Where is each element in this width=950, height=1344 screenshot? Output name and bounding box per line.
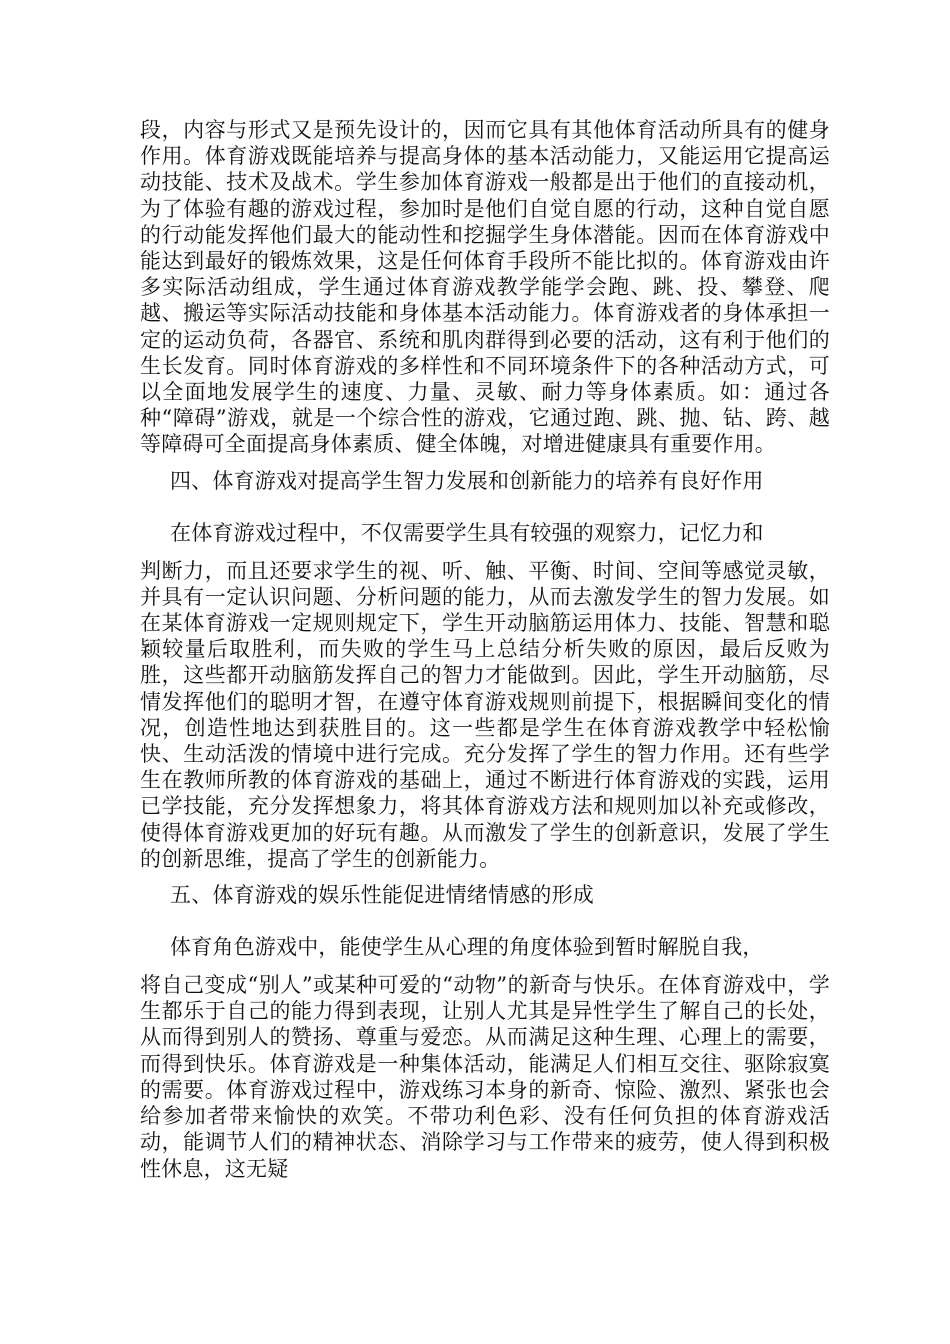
section-5-body: 将自己变成“别人”或某种可爱的“动物”的新奇与快乐。在体育游戏中，学生都乐于自己的能力得到表现，让别人尤其是异性学生了解自己的长处，从而得到别人的赞扬、尊重与爱恋。从而满足这种生理、心理上的需要，而得到快乐。体育游戏是一种集体活动，能满足人们相互交往、驱除寂寞的需要。体育游戏过程中，游戏练习本身的新奇、惊险、激烈、紧张也会给参加者带来愉快的欢笑。不带功利色彩、没有任何负担的体育游戏活动，能调节人们的精神状态、消除学习与工作带来的疲劳，使人得到积极性休息，这无疑 [140, 973, 830, 1181]
section-heading-4: 四、体育游戏对提高学生智力发展和创新能力的培养有良好作用 [170, 468, 764, 493]
section-heading-5: 五、体育游戏的娱乐性能促进情绪情感的形成 [170, 883, 594, 908]
section-5-lead-line: 体育角色游戏中，能使学生从心理的角度体验到暂时解脱自我， [170, 935, 764, 960]
section-4-lead-line: 在体育游戏过程中，不仅需要学生具有较强的观察力，记忆力和 [170, 520, 764, 545]
section-4-body: 判断力，而且还要求学生的视、听、触、平衡、时间、空间等感觉灵敏，并具有一定认识问题、分析问题的能力，从而去激发学生的智力发展。如在某体育游戏一定规则规定下，学生开动脑筋运用体力、技能、智慧和聪颖较量后取胜利，而失败的学生马上总结分析失败的原因，最后反败为胜，这些都开动脑筋发挥自己的智力才能做到。因此，学生开动脑筋，尽情发挥他们的聪明才智，在遵守体育游戏规则前提下，根据瞬间变化的情况，创造性地达到获胜目的。这一些都是学生在体育游戏教学中轻松愉快、生动活泼的情境中进行完成。充分发挥了学生的智力作用。还有些学生在教师所教的体育游戏的基础上，通过不断进行体育游戏的实践，运用已学技能，充分发挥想象力，将其体育游戏方法和规则加以补充或修改，使得体育游戏更加的好玩有趣。从而激发了学生的创新意识，发展了学生的创新思维，提高了学生的创新能力。 [140, 558, 830, 871]
text-column [140, 117, 830, 1182]
paragraph-health-benefits: 段，内容与形式又是预先设计的，因而它具有其他体育活动所具有的健身作用。体育游戏既能培养与提高身体的基本活动能力，又能运用它提高运动技能、技术及战术。学生参加体育游戏一般都是出于他们的直接动机，为了体验有趣的游戏过程，参加时是他们自觉自愿的行动，这种自觉自愿的行动能发挥他们最大的能动性和挖掘学生身体潜能。因而在体育游戏中能达到最好的锻炼效果，这是任何体育手段所不能比拟的。体育游戏由许多实际活动组成，学生通过体育游戏教学能学会跑、跳、投、攀登、爬越、搬运等实际活动技能和身体基本活动能力。体育游戏者的身体承担一定的运动负荷，各器官、系统和肌肉群得到必要的活动，这有利于他们的生长发育。同时体育游戏的多样性和不同环境条件下的各种活动方式，可以全面地发展学生的速度、力量、灵敏、耐力等身体素质。如：通过各种“障碍”游戏，就是一个综合性的游戏，它通过跑、跳、抛、钻、跨、越等障碍可全面提高身体素质、健全体魄，对增进健康具有重要作用。 [140, 118, 830, 457]
